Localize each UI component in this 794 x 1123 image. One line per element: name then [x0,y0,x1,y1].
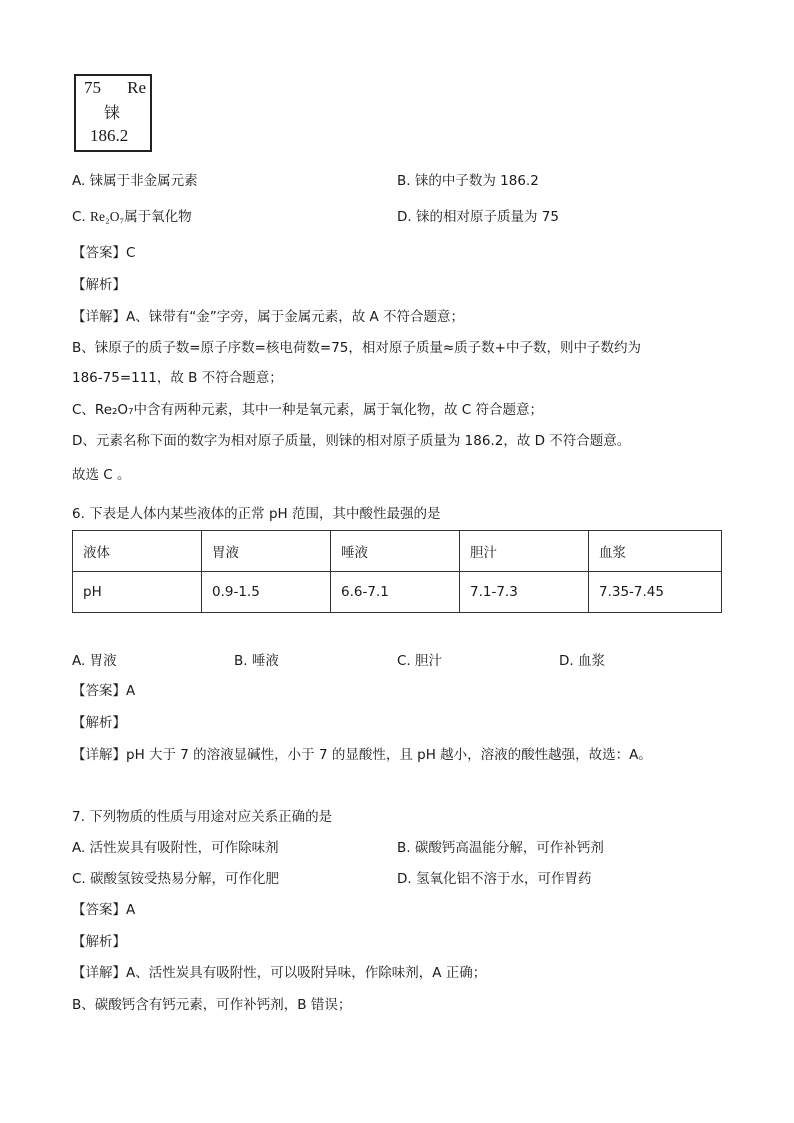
q7-detail-line-2: B、碳酸钙含有钙元素，可作补钙剂，B 错误； [72,997,352,1013]
table-cell: 7.1-7.3 [460,572,589,613]
q5-option-c [72,208,192,226]
table-header-row [73,531,722,572]
q5-answer: 【答案】C [72,245,136,261]
table-cell: pH [73,572,202,613]
table-header-cell: 液体 [73,531,202,572]
q6-detail: 【详解】pH 大于 7 的溶液显碱性，小于 7 的显酸性，且 pH 越小，溶液的酸性越强，故选：A。 [72,747,652,763]
q5-detail-line-3: 186-75=111，故 B 不符合题意； [72,370,283,386]
q7-option-a: A. 活性炭具有吸附性，可作除味剂 [72,840,279,856]
q7-detail-line-1: 【详解】A、活性炭具有吸附性，可以吸附异味，作除味剂，A 正确； [72,965,487,981]
table-header-cell: 胆汁 [460,531,589,572]
table-cell: 0.9-1.5 [202,572,331,613]
q5-detail-line-4: C、Re₂O₇中含有两种元素，其中一种是氧元素，属于氧化物，故 C 符合题意； [72,402,543,418]
table-cell: 6.6-7.1 [331,572,460,613]
q6-answer: 【答案】A [72,683,136,699]
table-row [73,572,722,613]
q5-option-c-suffix: 属于氧化物 [124,209,192,225]
element-symbol: Re [127,78,146,97]
q7-analysis-heading: 【解析】 [72,934,126,950]
q5-option-c-prefix: C. [72,209,91,225]
atomic-mass: 186.2 [90,126,129,145]
q5-choose: 故选 C 。 [72,467,131,483]
q5-option-b: B. 铼的中子数为 186.2 [397,173,539,189]
q6-option-d: D. 血浆 [559,653,605,669]
element-card [74,74,152,152]
q6-option-b: B. 唾液 [234,653,279,669]
q6-stem: 6. 下表是人体内某些液体的正常 pH 范围，其中酸性最强的是 [72,506,441,522]
q5-analysis-heading: 【解析】 [72,277,126,293]
q5-option-c-formula: Re₂O₇ [90,209,125,224]
q5-detail-line-5: D、元素名称下面的数字为相对原子质量，则铼的相对原子质量为 186.2，故 D 不符合题意。 [72,433,631,449]
q7-stem: 7. 下列物质的性质与用途对应关系正确的是 [72,809,333,825]
q5-option-d: D. 铼的相对原子质量为 75 [397,209,559,225]
q7-option-d: D. 氢氧化铝不溶于水，可作胃药 [397,871,592,887]
q6-option-a: A. 胃液 [72,653,117,669]
q7-option-c: C. 碳酸氢铵受热易分解，可作化肥 [72,871,280,887]
element-name: 铼 [104,103,121,122]
q6-analysis-heading: 【解析】 [72,715,126,731]
q5-detail-line-2: B、铼原子的质子数=原子序数=核电荷数=75，相对原子质量≈质子数+中子数，则中子数约为 [72,340,641,356]
q7-answer: 【答案】A [72,902,136,918]
ph-table [72,530,722,613]
table-cell: 7.35-7.45 [589,572,722,613]
q5-option-a: A. 铼属于非金属元素 [72,173,198,189]
atomic-number: 75 [84,78,101,97]
q5-detail-line-1: 【详解】A、铼带有“金”字旁，属于金属元素，故 A 不符合题意； [72,309,465,325]
table-header-cell: 血浆 [589,531,722,572]
table-header-cell: 胃液 [202,531,331,572]
q6-option-c: C. 胆汁 [397,653,443,669]
table-header-cell: 唾液 [331,531,460,572]
q7-option-b: B. 碳酸钙高温能分解，可作补钙剂 [397,840,604,856]
